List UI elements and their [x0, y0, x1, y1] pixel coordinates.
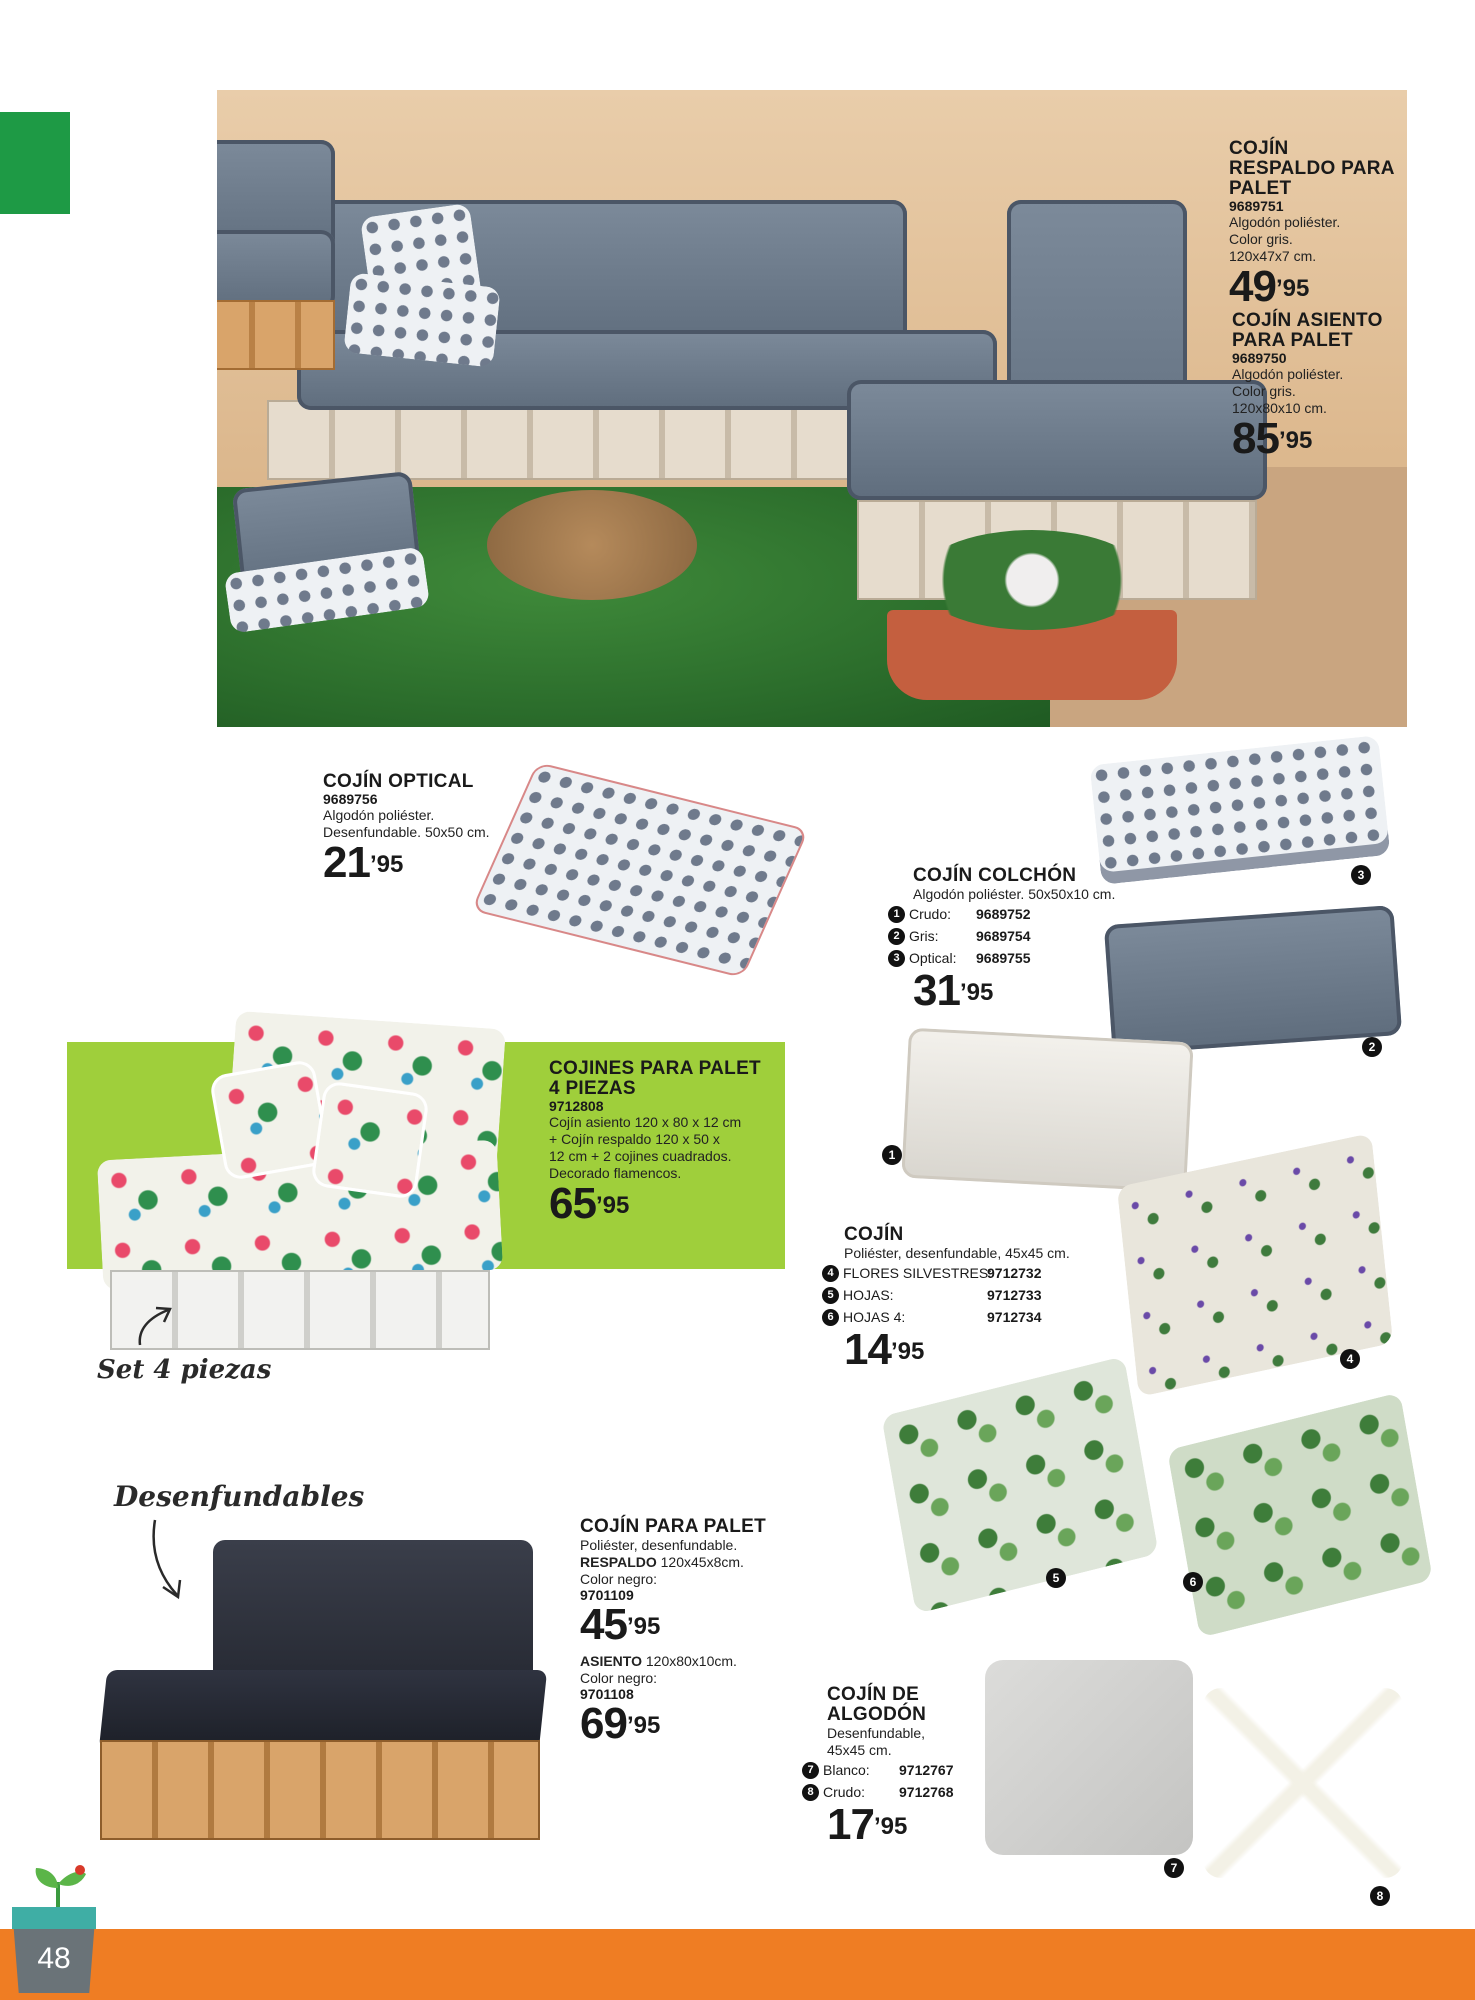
- variant-row: 1 Crudo: 9689752: [888, 903, 1173, 925]
- product-desc: Color negro:: [580, 1670, 658, 1686]
- product-desc: ASIENTO 120x80x10cm.: [580, 1653, 737, 1669]
- colchon-optical-image: [1090, 735, 1391, 885]
- price: $21^{’95}$: [323, 838, 404, 887]
- product-desc: Desenfundable. 50x50 cm.: [323, 824, 490, 840]
- badge-3: 3: [1351, 865, 1371, 885]
- price: $17^{’95}$: [827, 1800, 908, 1849]
- cojin-hojas4-image: [1167, 1392, 1433, 1638]
- product-desc: 120x80x10 cm.: [1232, 400, 1327, 416]
- product-desc: Algodón poliéster.: [323, 807, 435, 823]
- variant-row: 5 HOJAS: 9712733: [822, 1284, 1104, 1306]
- product-title: COJÍN COLCHÓN: [913, 865, 1077, 886]
- product-title: COJINES PARA PALET 4 PIEZAS: [549, 1058, 761, 1099]
- product-desc: Color negro:: [580, 1571, 658, 1587]
- product-desc: 120x47x7 cm.: [1229, 248, 1317, 264]
- price: $65^{’95}$: [549, 1179, 630, 1228]
- product-cojines4: [549, 1059, 769, 1226]
- variant-row: 3 Optical: 9689755: [888, 947, 1173, 969]
- badge-7: 7: [1164, 1858, 1184, 1878]
- product-desc: Poliéster, desenfundable, 45x45 cm.: [844, 1245, 1070, 1261]
- price: $14^{’95}$: [844, 1325, 925, 1374]
- badge-8: 8: [1370, 1886, 1390, 1906]
- variant-row: 7 Blanco: 9712767: [802, 1759, 987, 1781]
- product-desc: Color gris.: [1232, 383, 1296, 399]
- product-title: COJÍN PARA PALET: [580, 1516, 767, 1537]
- product-ref: 9712808: [549, 1098, 604, 1114]
- variant-row: 6 HOJAS 4: 9712734: [822, 1306, 1104, 1328]
- footer-bar: [0, 1929, 1475, 2000]
- product-asiento: [1232, 311, 1402, 461]
- product-ref: 9701108: [580, 1686, 634, 1702]
- badge-4: 4: [1340, 1349, 1360, 1369]
- product-desc: Poliéster, desenfundable.: [580, 1537, 738, 1553]
- product-ref: 9689751: [1229, 198, 1284, 214]
- product-title: COJÍN OPTICAL: [323, 771, 474, 792]
- product-desc: Cojín asiento 120 x 80 x 12 cm: [549, 1114, 742, 1130]
- desenfundables-label: Desenfundables: [114, 1480, 365, 1513]
- price: $31^{’95}$: [913, 966, 994, 1015]
- product-desc: Algodón poliéster. 50x50x10 cm.: [913, 886, 1116, 902]
- badge-6: 6: [1183, 1572, 1203, 1592]
- price: $69^{’95}$: [580, 1699, 661, 1748]
- algodon-crudo-image: [1203, 1688, 1403, 1878]
- product-palet: [580, 1517, 780, 1746]
- product-cojin: [827, 1224, 1104, 1374]
- product-desc: Decorado flamencos.: [549, 1165, 682, 1181]
- product-desc: Desenfundable,: [827, 1725, 926, 1741]
- variant-row: 8 Crudo: 9712768: [802, 1781, 987, 1803]
- product-desc: Color gris.: [1229, 231, 1293, 247]
- product-ref: 9689756: [323, 791, 378, 807]
- product-title: COJÍN RESPALDO PARA PALET: [1229, 138, 1395, 199]
- product-ref: 9701109: [580, 1587, 634, 1603]
- page-number: 48: [37, 1942, 71, 1975]
- product-ref: 9689750: [1232, 350, 1287, 366]
- arrow-icon: [130, 1300, 180, 1350]
- set-pieces-label: Set 4 piezas: [97, 1355, 272, 1385]
- product-desc: RESPALDO 120x45x8cm.: [580, 1554, 744, 1570]
- variant-row: 2 Gris: 9689754: [888, 925, 1173, 947]
- sprout-icon: [30, 1858, 90, 1910]
- product-respaldo: [1229, 139, 1399, 309]
- product-title: COJÍN DE ALGODÓN: [827, 1684, 927, 1725]
- product-desc: Algodón poliéster.: [1229, 214, 1341, 230]
- pot-rim: [12, 1907, 96, 1929]
- badge-5: 5: [1046, 1568, 1066, 1588]
- product-desc: + Cojín respaldo 120 x 50 x: [549, 1131, 720, 1147]
- product-title: COJÍN: [844, 1224, 904, 1245]
- product-algodon: [807, 1684, 987, 1849]
- product-colchon: [893, 865, 1173, 1015]
- product-desc: 45x45 cm.: [827, 1742, 892, 1758]
- cojin-hojas-image: [881, 1356, 1158, 1614]
- badge-2: 2: [1362, 1037, 1382, 1057]
- colchon-crudo-image: [901, 1028, 1193, 1193]
- badge-1: 1: [882, 1145, 902, 1165]
- section-tab: [0, 112, 70, 214]
- product-desc: 12 cm + 2 cojines cuadrados.: [549, 1148, 732, 1164]
- price: $85^{’95}$: [1232, 414, 1313, 463]
- cojin-palet-image: [95, 1530, 555, 1850]
- price: $45^{’95}$: [580, 1600, 661, 1649]
- product-desc: Algodón poliéster.: [1232, 366, 1344, 382]
- algodon-blanco-image: [985, 1660, 1193, 1855]
- price: $49^{’95}$: [1229, 262, 1310, 311]
- optical-cushion-image: [471, 762, 809, 978]
- product-title: COJÍN ASIENTO PARA PALET: [1232, 310, 1383, 351]
- variant-row: 4 FLORES SILVESTRES: 9712732: [822, 1262, 1104, 1284]
